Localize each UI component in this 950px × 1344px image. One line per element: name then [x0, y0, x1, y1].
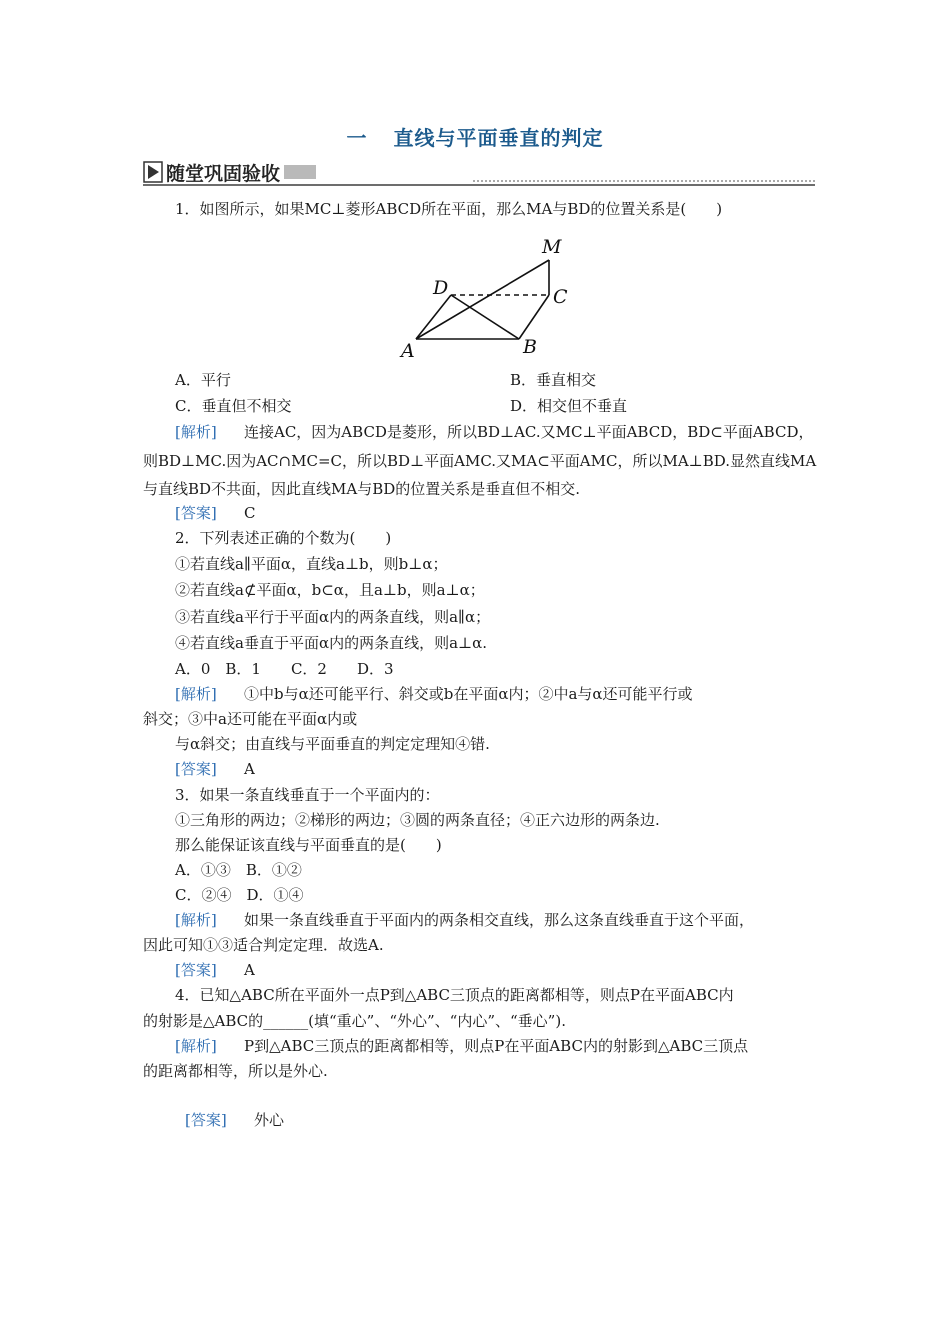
q2-answer: A: [244, 760, 255, 778]
q3-question: 那么能保证该直线与平面垂直的是( ): [175, 836, 442, 854]
q1-answer: C: [244, 504, 256, 522]
q3-analysis-tag: [解析]: [175, 911, 217, 929]
q2-options: A．0 B．1 C．2 D．3: [175, 660, 394, 678]
banner-label-row: [143, 158, 316, 186]
q2-item-2: ②若直线a⊄平面α，b⊂α，且a⊥b，则a⊥α；: [175, 581, 485, 599]
q1-analysis-line-1: 连接AC，因为ABCD是菱形，所以BD⊥AC.又MC⊥平面ABCD，BD⊂平面ABCD，: [244, 423, 814, 441]
q4-answer-tag: [答案]: [185, 1111, 227, 1129]
q1-analysis-line-3: 与直线BD不共面，因此直线MA与BD的位置关系是垂直但不相交.: [143, 480, 581, 498]
label-A: A: [401, 340, 415, 362]
q2-analysis-tag: [解析]: [175, 685, 217, 703]
q1-stem: 1．如图所示，如果MC⊥菱形ABCD所在平面，那么MA与BD的位置关系是( ): [175, 200, 723, 218]
q3-analysis-line-2: 因此可知①③适合判定定理．故选A.: [143, 936, 384, 954]
q3-answer: A: [244, 961, 255, 979]
q1-option-c: C．垂直但不相交: [175, 397, 292, 415]
q4-stem-line-1: 4．已知△ABC所在平面外一点P到△ABC三顶点的距离都相等，则点P在平面ABC内: [175, 986, 734, 1004]
label-D: D: [433, 277, 449, 299]
label-C: C: [553, 286, 568, 308]
q3-options-row-1: A．①③ B．①②: [175, 861, 302, 879]
banner-label: 随堂巩固验收: [166, 162, 281, 185]
q3-analysis-line-1: 如果一条直线垂直于平面内的两条相交直线，那么这条直线垂直于这个平面，: [244, 911, 755, 929]
label-M: M: [542, 236, 562, 258]
q4-analysis-line-2: 的距离都相等，所以是外心.: [143, 1062, 328, 1080]
banner-rule: [143, 184, 815, 186]
q4-answer: 外心: [254, 1111, 285, 1129]
section-banner: [143, 158, 815, 188]
title-text: 直线与平面垂直的判定: [393, 126, 604, 150]
q1-analysis-line-2: 则BD⊥MC.因为AC∩MC=C，所以BD⊥平面AMC.又MA⊂平面AMC，所以MA⊥BD.显然直线MA: [143, 452, 817, 470]
q4-analysis-line-1: P到△ABC三顶点的距离都相等，则点P在平面ABC内的射影到△ABC三顶点: [244, 1037, 749, 1055]
q3-stem: 3．如果一条直线垂直于一个平面内的：: [175, 786, 440, 804]
q2-stem: 2．下列表述正确的个数为( ): [175, 529, 392, 547]
q2-answer-tag: [答案]: [175, 760, 217, 778]
q1-option-a: A．平行: [175, 371, 231, 389]
q1-option-d: D．相交但不垂直: [510, 397, 628, 415]
q2-analysis-line-3: 与α斜交；由直线与平面垂直的判定定理知④错.: [175, 735, 490, 753]
q4-analysis-tag: [解析]: [175, 1037, 217, 1055]
q2-item-1: ①若直线a∥平面α，直线a⊥b，则b⊥α；: [175, 555, 448, 573]
q1-analysis-tag: [解析]: [175, 423, 217, 441]
rhombus-figure: [395, 232, 585, 362]
q3-items: ①三角形的两边；②梯形的两边；③圆的两条直径；④正六边形的两条边.: [175, 811, 660, 829]
page-title: [0, 122, 950, 151]
banner-dotted-rule: [473, 180, 815, 182]
q1-answer-tag: [答案]: [175, 504, 217, 522]
q2-analysis-line-1: ①中b与α还可能平行、斜交或b在平面α内；②中a与α还可能平行或: [244, 685, 693, 703]
play-arrow-icon: [143, 161, 163, 183]
q2-analysis-line-2: 斜交；③中a还可能在平面α内或: [143, 710, 358, 728]
q3-options-row-2: C．②④ D．①④: [175, 886, 304, 904]
q1-option-b: B．垂直相交: [510, 371, 597, 389]
q4-stem-line-2: 的射影是△ABC的______(填“重心”、“外心”、“内心”、“垂心”).: [143, 1012, 566, 1030]
banner-gray-bar: [284, 165, 316, 179]
q2-item-4: ④若直线a垂直于平面α内的两条直线，则a⊥α.: [175, 634, 488, 652]
title-number: 一: [346, 126, 368, 150]
label-B: B: [523, 336, 537, 358]
q3-answer-tag: [答案]: [175, 961, 217, 979]
q2-item-3: ③若直线a平行于平面α内的两条直线，则a∥α；: [175, 608, 491, 626]
